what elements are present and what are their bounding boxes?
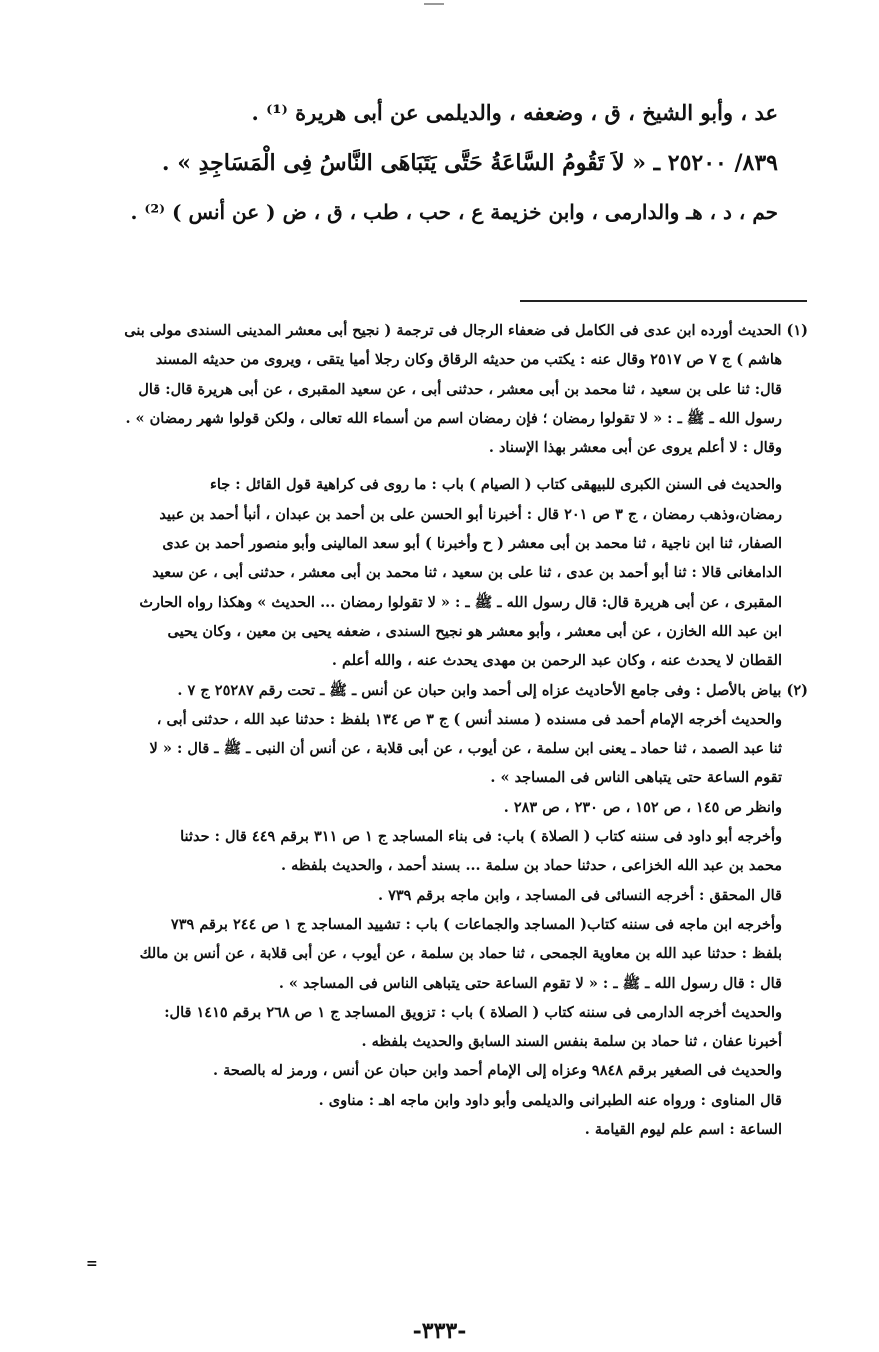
- hadith-text-line: ٨٣٩/ ٢٥٢٠٠ ـ « لاَ تَقُومُ السَّاعَةُ حَتَّى يَتَبَاهَى النَّاسُ فِى الْمَسَاجِدِ » .: [161, 150, 778, 176]
- footnotes: [78, 316, 808, 1144]
- footnote-line: أخبرنا عفان ، ثنا حماد بن سلمة بنفس السند السابق والحديث بلفظه .: [361, 1033, 782, 1051]
- footnote-line: تقوم الساعة حتى يتباهى الناس فى المساجد » .: [490, 769, 782, 787]
- footnote-line: وقال : لا أعلم يروى عن أبى معشر بهذا الإسناد .: [488, 439, 782, 457]
- continuation-mark: =: [86, 1256, 98, 1272]
- footnote-line: الساعة : اسم علم ليوم القيامة .: [584, 1121, 782, 1139]
- footnote-line: قال المناوى : ورواه عنه الطبرانى والديلمى وأبو داود وابن ماجه اهـ : مناوى .: [318, 1091, 782, 1109]
- footnote-line: وأخرجه أبو داود فى سننه كتاب ( الصلاة ) باب: فى بناء المساجد ج ١ ص ٣١١ برقم ٤٤٩ قال : حدثنا: [180, 828, 782, 846]
- footnote-line: وانظر ص ١٤٥ ، ص ١٥٢ ، ص ٢٣٠ ، ص ٢٨٣ .: [503, 798, 782, 816]
- footnote-line: (٢) بياض بالأصل : وفى جامع الأحاديث عزاه إلى أحمد وابن حبان عن أنس ـ ﷺ ـ تحت رقم ٢٥٢٨٧ ج ٧ .: [177, 681, 808, 699]
- footnote-line: قال: ثنا على بن سعيد ، ثنا محمد بن أبى معشر ، حدثنى أبى ، عن سعيد المقبرى ، عن أبى هريرة قال: قال: [138, 380, 782, 398]
- footnote-line: (١) الحديث أورده ابن عدى فى الكامل فى ضعفاء الرجال فى ترجمة ( نجيح أبى معشر المدينى السندى مولى بنى: [124, 322, 808, 339]
- footnote-separator: [520, 300, 807, 302]
- footnote-line: بلفظ : حدثنا عبد الله بن معاوية الجمحى ، ثنا حماد بن سلمة ، عن أيوب ، عن أبى قلابة ، عن أنس بن مالك: [139, 945, 782, 963]
- footnote-line: الدامغانى قالا : ثنا أبو أحمد بن عدى ، ثنا على بن سعيد ، ثنا محمد بن أبى معشر ، حدثنى أبى ، عن سعيد: [152, 564, 782, 582]
- footnote-line: قال المحقق : أخرجه النسائى فى المساجد ، وابن ماجه برقم ٧٣٩ .: [378, 886, 782, 904]
- footnote-line: ابن عبد الله الخازن ، عن أبى معشر ، وأبو معشر هو نجيح السندى ، ضعفه يحيى بن معين ، وكان يحيى: [167, 622, 782, 640]
- footnote-line: والحديث أخرجه الدارمى فى سننه كتاب ( الصلاة ) باب : تزويق المساجد ج ١ ص ٢٦٨ برقم ١٤١٥ قال:: [164, 1003, 782, 1021]
- footnote-line: هاشم ) ج ٧ ص ٢٥١٧ وقال عنه : يكتب من حديثه الرقاق وكان رجلا أميا يتقى ، ويروى من حديثه المسند: [155, 351, 782, 369]
- scan-mark: [424, 3, 444, 5]
- footnote-line: المقبرى ، عن أبى هريرة قال: قال رسول الله ـ ﷺ ـ : « لا تقولوا رمضان ... الحديث » وهكذا رواه الحارث: [139, 593, 782, 611]
- footnote-line: ثنا عبد الصمد ، ثنا حماد ـ يعنى ابن سلمة ، عن أيوب ، عن أبى قلابة ، عن أنس أن النبى ـ ﷺ ـ قال : « لا: [149, 740, 782, 758]
- footnote-line: والحديث فى السنن الكبرى للبيهقى كتاب ( الصيام ) باب : ما روى فى كراهية قول القائل : جاء: [210, 476, 782, 494]
- page-number: -٣٣٣-: [412, 1318, 467, 1344]
- footnote-line: وأخرجه ابن ماجه فى سننه كتاب( المساجد والجماعات ) باب : تشييد المساجد ج ١ ص ٢٤٤ برقم ٧٣٩: [170, 915, 782, 933]
- footnote-line: القطان لا يحدث عنه ، وكان عبد الرحمن بن مهدى يحدث عنه ، والله أعلم .: [331, 652, 782, 670]
- footnote-line: رمضان،وذهب رمضان ، ج ٣ ص ٢٠١ قال : أخبرنا أبو الحسن على بن أحمد بن عبدان ، أنبأ أحمد بن عبيد: [159, 505, 782, 523]
- footnote-line: والحديث فى الصغير برقم ٩٨٤٨ وعزاه إلى الإمام أحمد وابن حبان عن أنس ، ورمز له بالصحة .: [213, 1062, 782, 1080]
- footnote-line: والحديث أخرجه الإمام أحمد فى مسنده ( مسند أنس ) ج ٣ ص ١٣٤ بلفظ : حدثنا عبد الله ، حدثنى أبى ،: [156, 710, 782, 728]
- main-text-line-3: حم ، د ، هـ والدارمى ، وابن خزيمة ع ، حب ، طب ، ق ، ض ( عن أنس ) ⁽²⁾ .: [130, 200, 778, 224]
- footnote-line: رسول الله ـ ﷺ ـ : « لا تقولوا رمضان ؛ فإن رمضان اسم من أسماء الله تعالى ، ولكن قولوا شهر رمضان » .: [125, 409, 782, 427]
- footnote-line: محمد بن عبد الله الخزاعى ، حدثنا حماد بن سلمة ... بسند أحمد ، والحديث بلفظه .: [280, 857, 782, 875]
- footnote-line: قال : قال رسول الله ـ ﷺ ـ : « لا تقوم الساعة حتى يتباهى الناس فى المساجد » .: [278, 974, 782, 992]
- footnote-line: الصفار، ثنا ابن ناجية ، ثنا محمد بن أبى معشر ( ح وأخبرنا ) أبو سعد المالينى وأبو منصور أحمد بن عدى: [162, 535, 782, 553]
- main-text-line-1: عد ، وأبو الشيخ ، ق ، وضعفه ، والديلمى عن أبى هريرة ⁽¹⁾ .: [251, 100, 778, 125]
